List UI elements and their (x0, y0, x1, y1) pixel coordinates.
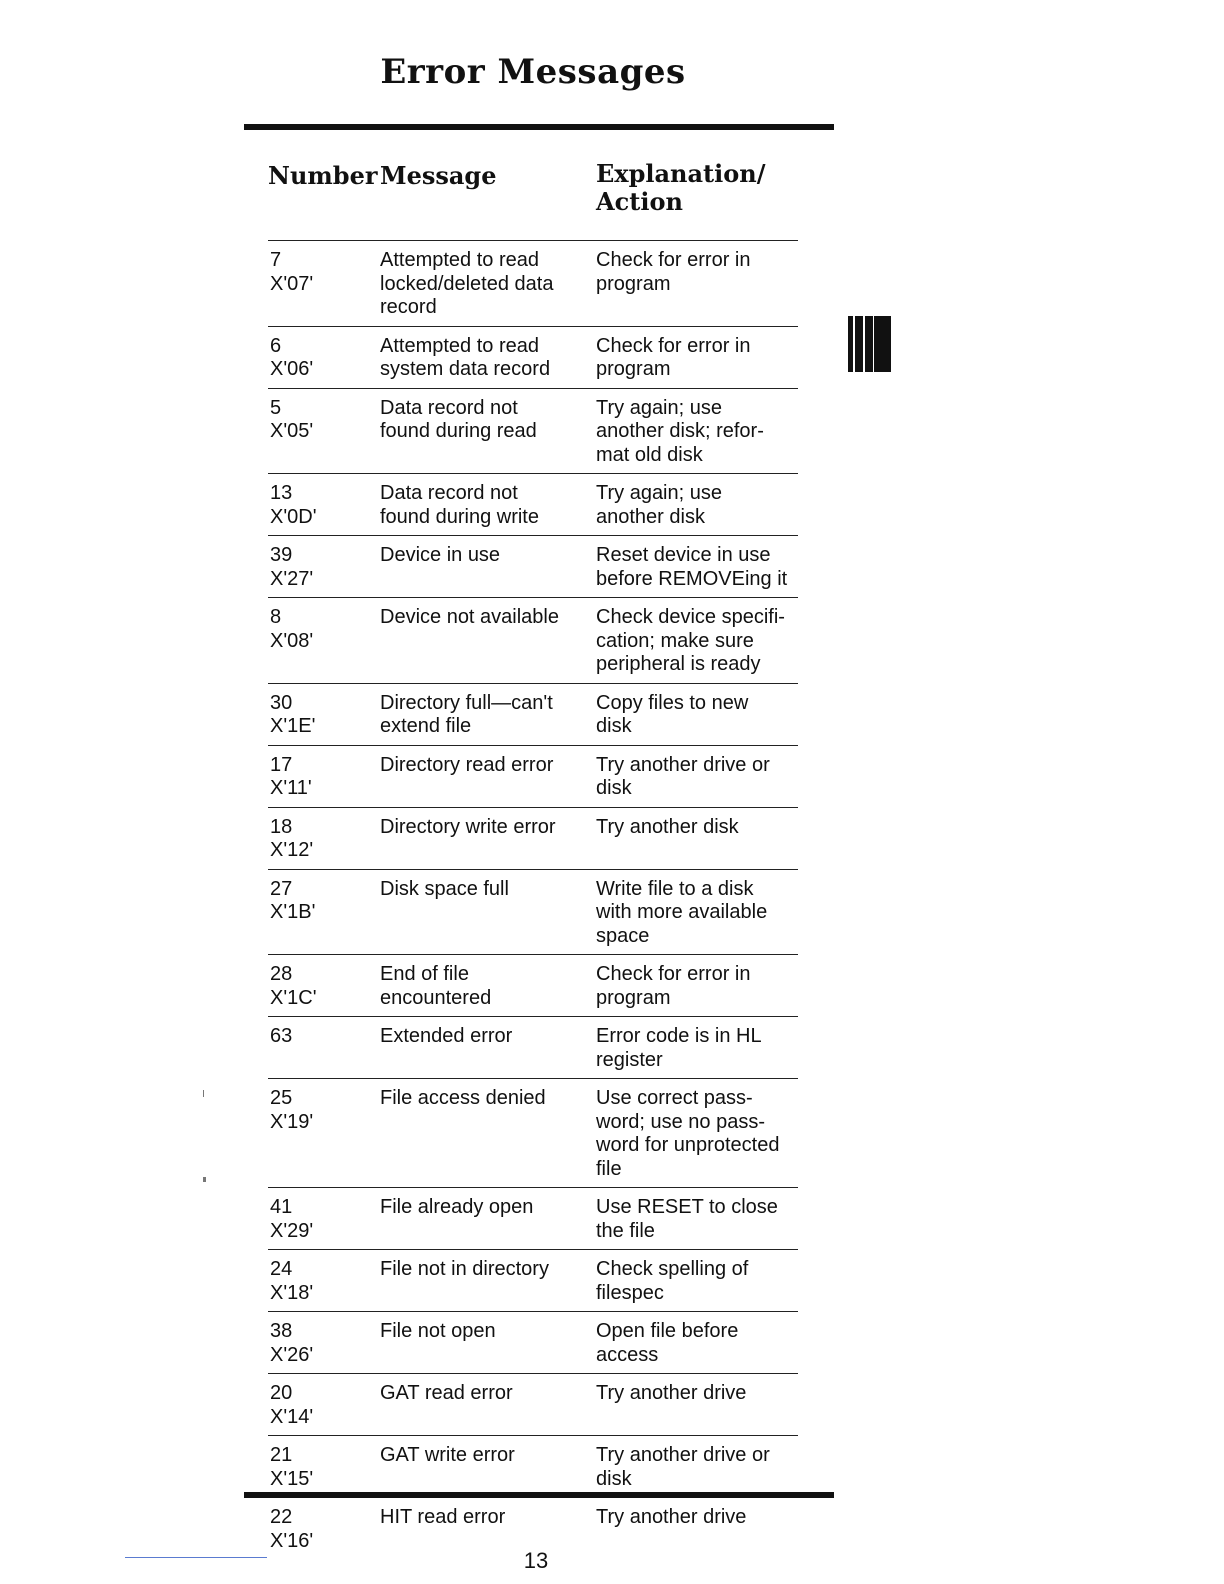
error-explanation-cell-line: cation; make sure (596, 629, 754, 652)
error-number-cell-line: 8 (270, 606, 282, 628)
error-explanation-cell (596, 1506, 746, 1530)
error-explanation-cell-line: Reset device in use (596, 544, 771, 566)
table-row (268, 1311, 798, 1373)
error-explanation-cell-line: Try another drive or (596, 753, 770, 776)
error-explanation-cell-line: before REMOVEing it (596, 567, 788, 590)
error-number-cell-line: X'12' (270, 839, 314, 861)
error-number-cell (270, 1382, 313, 1429)
error-message-cell-line: File access denied (380, 1087, 546, 1109)
error-message-cell (380, 878, 509, 902)
error-message-cell-line: File not in directory (380, 1258, 549, 1280)
table-row (268, 1373, 798, 1435)
error-explanation-cell-line: word for unprotected (596, 1134, 780, 1156)
error-message-cell-line: Directory write error (380, 815, 556, 838)
error-number-cell-line: 21 (270, 1444, 293, 1466)
error-number-cell (270, 1025, 292, 1049)
error-explanation-cell-line: program (596, 986, 671, 1009)
error-number-cell-line: X'1E' (270, 715, 316, 737)
column-header-explanation (596, 160, 816, 216)
error-number-cell-line: X'08' (270, 629, 314, 652)
table-row (268, 326, 798, 388)
error-explanation-cell-line: Check spelling of (596, 1258, 749, 1280)
error-number-cell (270, 249, 313, 296)
error-number-cell-line: 24 (270, 1258, 293, 1280)
error-number-cell-line: X'16' (270, 1529, 314, 1552)
error-explanation-cell-line: Copy files to new (596, 691, 749, 714)
error-explanation-cell-line: mat old disk (596, 443, 703, 466)
error-explanation-cell-line: Try another drive (596, 1506, 747, 1528)
error-number-cell-line: X'05' (270, 420, 314, 442)
error-explanation-cell-line: another disk (596, 505, 705, 528)
error-message-cell-line: File already open (380, 1196, 534, 1218)
error-explanation-cell-line: filespec (596, 1281, 664, 1304)
error-message-cell (380, 544, 500, 568)
error-table (268, 240, 798, 1559)
error-explanation-cell-line: access (596, 1343, 659, 1366)
error-number-cell-line: 18 (270, 815, 293, 838)
error-message-cell-line: system data record (380, 358, 551, 380)
error-message-cell-line: found during read (380, 420, 537, 442)
error-number-cell-line: X'07' (270, 272, 314, 295)
error-number-cell (270, 963, 317, 1010)
error-number-cell-line: X'19' (270, 1110, 314, 1133)
error-explanation-cell-line: with more available (596, 901, 768, 923)
table-row (268, 473, 798, 535)
error-number-cell-line: X'15' (270, 1467, 314, 1490)
thumb-index-mark-solid (874, 316, 891, 372)
error-number-cell (270, 754, 312, 801)
page-title: Error Messages (380, 52, 686, 92)
error-message-cell (380, 692, 553, 739)
error-number-cell (270, 1087, 313, 1134)
error-explanation-cell-line: Error code is in HL (596, 1025, 762, 1047)
error-number-cell-line: 22 (270, 1506, 293, 1528)
error-message-cell (380, 249, 553, 320)
error-explanation-cell (596, 397, 764, 468)
error-explanation-cell-line: Check for error in (596, 334, 751, 357)
error-number-cell-line: 7 (270, 249, 282, 271)
error-explanation-cell (596, 963, 751, 1010)
error-message-cell (380, 1025, 512, 1049)
error-explanation-cell-line: Write file to a disk (596, 877, 754, 900)
error-explanation-cell (596, 878, 767, 949)
error-message-cell (380, 1444, 515, 1468)
error-message-cell (380, 1320, 496, 1344)
error-message-cell-line: Data record not (380, 482, 518, 504)
error-explanation-cell (596, 1444, 770, 1491)
error-explanation-cell-line: Try another drive (596, 1382, 747, 1404)
error-message-cell (380, 1258, 549, 1282)
error-number-cell (270, 335, 313, 382)
error-message-cell (380, 754, 553, 778)
error-explanation-cell-line: Check device specifi- (596, 606, 785, 628)
column-header-message: Message (380, 161, 497, 190)
error-message-cell (380, 1382, 513, 1406)
error-number-cell-line: 13 (270, 482, 293, 504)
error-message-cell-line: File not open (380, 1320, 496, 1342)
error-explanation-cell-line: Check for error in (596, 963, 751, 985)
error-explanation-cell (596, 482, 722, 529)
error-message-cell-line: Data record not (380, 396, 518, 419)
error-number-cell-line: X'06' (270, 358, 314, 380)
table-row (268, 597, 798, 683)
error-number-cell-line: 30 (270, 691, 293, 714)
error-explanation-cell-line: Use correct pass- (596, 1087, 753, 1109)
scan-speck (203, 1177, 206, 1182)
error-explanation-cell-line: Try another disk (596, 815, 739, 838)
table-row (268, 807, 798, 869)
error-explanation-cell (596, 816, 739, 840)
error-message-cell (380, 606, 559, 630)
error-message-cell-line: Attempted to read (380, 249, 539, 271)
error-message-cell (380, 1087, 546, 1111)
error-explanation-cell-line: disk (596, 715, 632, 737)
error-message-cell (380, 1506, 505, 1530)
error-explanation-cell-line: Try again; use (596, 482, 722, 504)
error-number-cell-line: X'27' (270, 567, 314, 590)
error-message-cell-line: Device not available (380, 606, 559, 628)
error-explanation-cell (596, 1087, 779, 1181)
error-explanation-cell-line: space (596, 924, 650, 947)
column-header-number: Number (268, 161, 378, 190)
error-number-cell (270, 692, 315, 739)
column-header-explanation-line: Action (596, 187, 683, 216)
error-explanation-cell (596, 1320, 738, 1367)
table-row (268, 683, 798, 745)
error-message-cell-line: Disk space full (380, 877, 509, 900)
error-explanation-cell-line: another disk; refor- (596, 420, 764, 442)
error-number-cell-line: 38 (270, 1320, 293, 1342)
error-message-cell-line: locked/deleted data (380, 272, 554, 295)
error-explanation-cell-line: program (596, 272, 671, 295)
table-row (268, 1016, 798, 1078)
error-explanation-cell-line: program (596, 358, 671, 380)
error-explanation-cell-line: disk (596, 1467, 632, 1490)
error-explanation-cell (596, 1258, 748, 1305)
error-number-cell (270, 1196, 313, 1243)
error-number-cell-line: 27 (270, 877, 293, 900)
table-row (268, 954, 798, 1016)
scan-speck (203, 1090, 204, 1097)
error-explanation-cell (596, 1025, 762, 1072)
error-number-cell (270, 1444, 313, 1491)
error-explanation-cell-line: peripheral is ready (596, 653, 761, 675)
error-message-cell-line: record (380, 296, 437, 318)
error-number-cell-line: 17 (270, 753, 293, 776)
table-row (268, 240, 798, 326)
error-explanation-cell (596, 335, 751, 382)
error-explanation-cell-line: file (596, 1157, 622, 1180)
error-number-cell-line: X'1B' (270, 901, 316, 923)
error-explanation-cell-line: register (596, 1048, 663, 1071)
error-explanation-cell-line: Open file before (596, 1320, 739, 1342)
error-explanation-cell (596, 544, 787, 591)
error-explanation-cell (596, 692, 748, 739)
error-message-cell (380, 397, 537, 444)
error-number-cell (270, 606, 313, 653)
error-message-cell-line: End of file (380, 963, 469, 985)
error-number-cell-line: 39 (270, 544, 293, 566)
error-message-cell (380, 963, 491, 1010)
error-number-cell (270, 1320, 313, 1367)
error-message-cell (380, 816, 556, 840)
error-message-cell-line: Directory read error (380, 753, 554, 776)
error-explanation-cell-line: Check for error in (596, 249, 751, 271)
error-message-cell-line: GAT write error (380, 1444, 515, 1466)
error-number-cell-line: 63 (270, 1025, 293, 1047)
error-message-cell-line: Extended error (380, 1025, 513, 1047)
error-explanation-cell-line: Use RESET to close (596, 1196, 778, 1218)
error-explanation-cell-line: the file (596, 1219, 655, 1242)
error-message-cell-line: GAT read error (380, 1382, 513, 1404)
error-message-cell (380, 335, 550, 382)
error-number-cell-line: X'26' (270, 1343, 314, 1366)
table-row (268, 869, 798, 955)
error-number-cell-line: 6 (270, 334, 282, 357)
error-number-cell-line: X'14' (270, 1405, 314, 1428)
error-number-cell-line: 25 (270, 1087, 293, 1109)
top-rule (244, 124, 834, 130)
error-explanation-cell (596, 754, 770, 801)
error-number-cell-line: 41 (270, 1196, 293, 1218)
error-number-cell-line: X'29' (270, 1219, 314, 1242)
table-row (268, 1249, 798, 1311)
error-message-cell-line: Directory full—can't (380, 691, 553, 714)
error-explanation-cell (596, 1196, 778, 1243)
error-number-cell (270, 482, 317, 529)
error-message-cell-line: extend file (380, 715, 472, 737)
error-explanation-cell (596, 249, 751, 296)
table-row (268, 745, 798, 807)
error-number-cell (270, 1506, 313, 1553)
error-number-cell-line: 20 (270, 1382, 293, 1404)
error-number-cell-line: 28 (270, 963, 293, 985)
error-message-cell-line: HIT read error (380, 1506, 506, 1528)
error-number-cell-line: X'11' (270, 777, 312, 799)
error-number-cell (270, 816, 313, 863)
column-header-explanation-line: Explanation/ (596, 159, 766, 188)
error-explanation-cell (596, 1382, 746, 1406)
error-number-cell (270, 878, 315, 925)
table-row (268, 1078, 798, 1187)
error-message-cell-line: found during write (380, 505, 539, 528)
error-number-cell (270, 544, 313, 591)
error-number-cell-line: X'18' (270, 1281, 314, 1304)
error-explanation-cell-line: word; use no pass- (596, 1110, 765, 1133)
error-explanation-cell (596, 606, 785, 677)
error-message-cell (380, 482, 539, 529)
error-number-cell-line: X'1C' (270, 986, 317, 1009)
error-number-cell-line: 5 (270, 396, 282, 419)
bottom-rule (244, 1492, 834, 1498)
error-message-cell-line: encountered (380, 986, 492, 1009)
error-message-cell-line: Device in use (380, 544, 501, 566)
error-explanation-cell-line: Try another drive or (596, 1444, 770, 1466)
page-number: 13 (523, 1548, 549, 1573)
error-message-cell-line: Attempted to read (380, 334, 539, 357)
table-row (268, 535, 798, 597)
error-message-cell (380, 1196, 533, 1220)
error-explanation-cell-line: Try again; use (596, 396, 722, 419)
error-explanation-cell-line: disk (596, 777, 632, 799)
table-row (268, 1435, 798, 1497)
table-row (268, 388, 798, 474)
table-row (268, 1187, 798, 1249)
error-number-cell-line: X'0D' (270, 505, 317, 528)
error-number-cell (270, 1258, 313, 1305)
error-number-cell (270, 397, 313, 444)
